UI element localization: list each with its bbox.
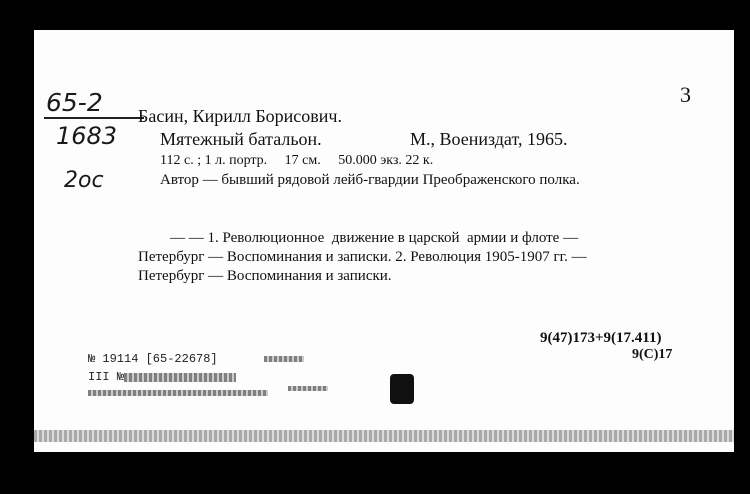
- catalog-card: [34, 30, 734, 452]
- subject-line-2: Петербург — Воспоминания и записки. 2. Революция 1905-1907 гг. —: [138, 249, 587, 265]
- handwritten-underline: [44, 117, 144, 119]
- handwritten-note: 2ос: [64, 168, 104, 193]
- ink-blot: [390, 374, 414, 404]
- imprint: М., Воениздат, 1965.: [410, 129, 568, 149]
- stamp-line-1: № 19114 [65-22678]: [88, 352, 218, 366]
- subject-line-3: Петербург — Воспоминания и записки.: [138, 268, 392, 284]
- stamp-smudge-3: [88, 390, 268, 396]
- classification-code-2: 9(С)17: [632, 347, 673, 362]
- stamp-smudge-1: [264, 356, 304, 362]
- stamp-line-2: III №: [88, 370, 125, 384]
- physical-description: 112 с. ; 1 л. портр. 17 см. 50.000 экз. 22 к.: [160, 153, 434, 168]
- stamp-smudge-4: [288, 386, 328, 391]
- stamp-smudge-2: [124, 373, 236, 382]
- handwritten-shelf-code: 65-2: [46, 88, 103, 117]
- handwritten-inventory-number: 1683: [56, 122, 118, 150]
- annotation: Автор — бывший рядовой лейб-гвардии Преображенского полка.: [160, 172, 580, 188]
- classification-code-1: 9(47)173+9(17.411): [540, 330, 662, 346]
- subject-line-1: — — 1. Революционное движение в царской армии и флоте —: [170, 230, 579, 246]
- scan-border-top: [0, 0, 750, 30]
- author-heading: Басин, Кирилл Борисович.: [138, 106, 342, 126]
- page-number: 3: [680, 82, 691, 107]
- scan-bottom-strip: [34, 430, 734, 442]
- book-title: Мятежный батальон.: [160, 129, 322, 149]
